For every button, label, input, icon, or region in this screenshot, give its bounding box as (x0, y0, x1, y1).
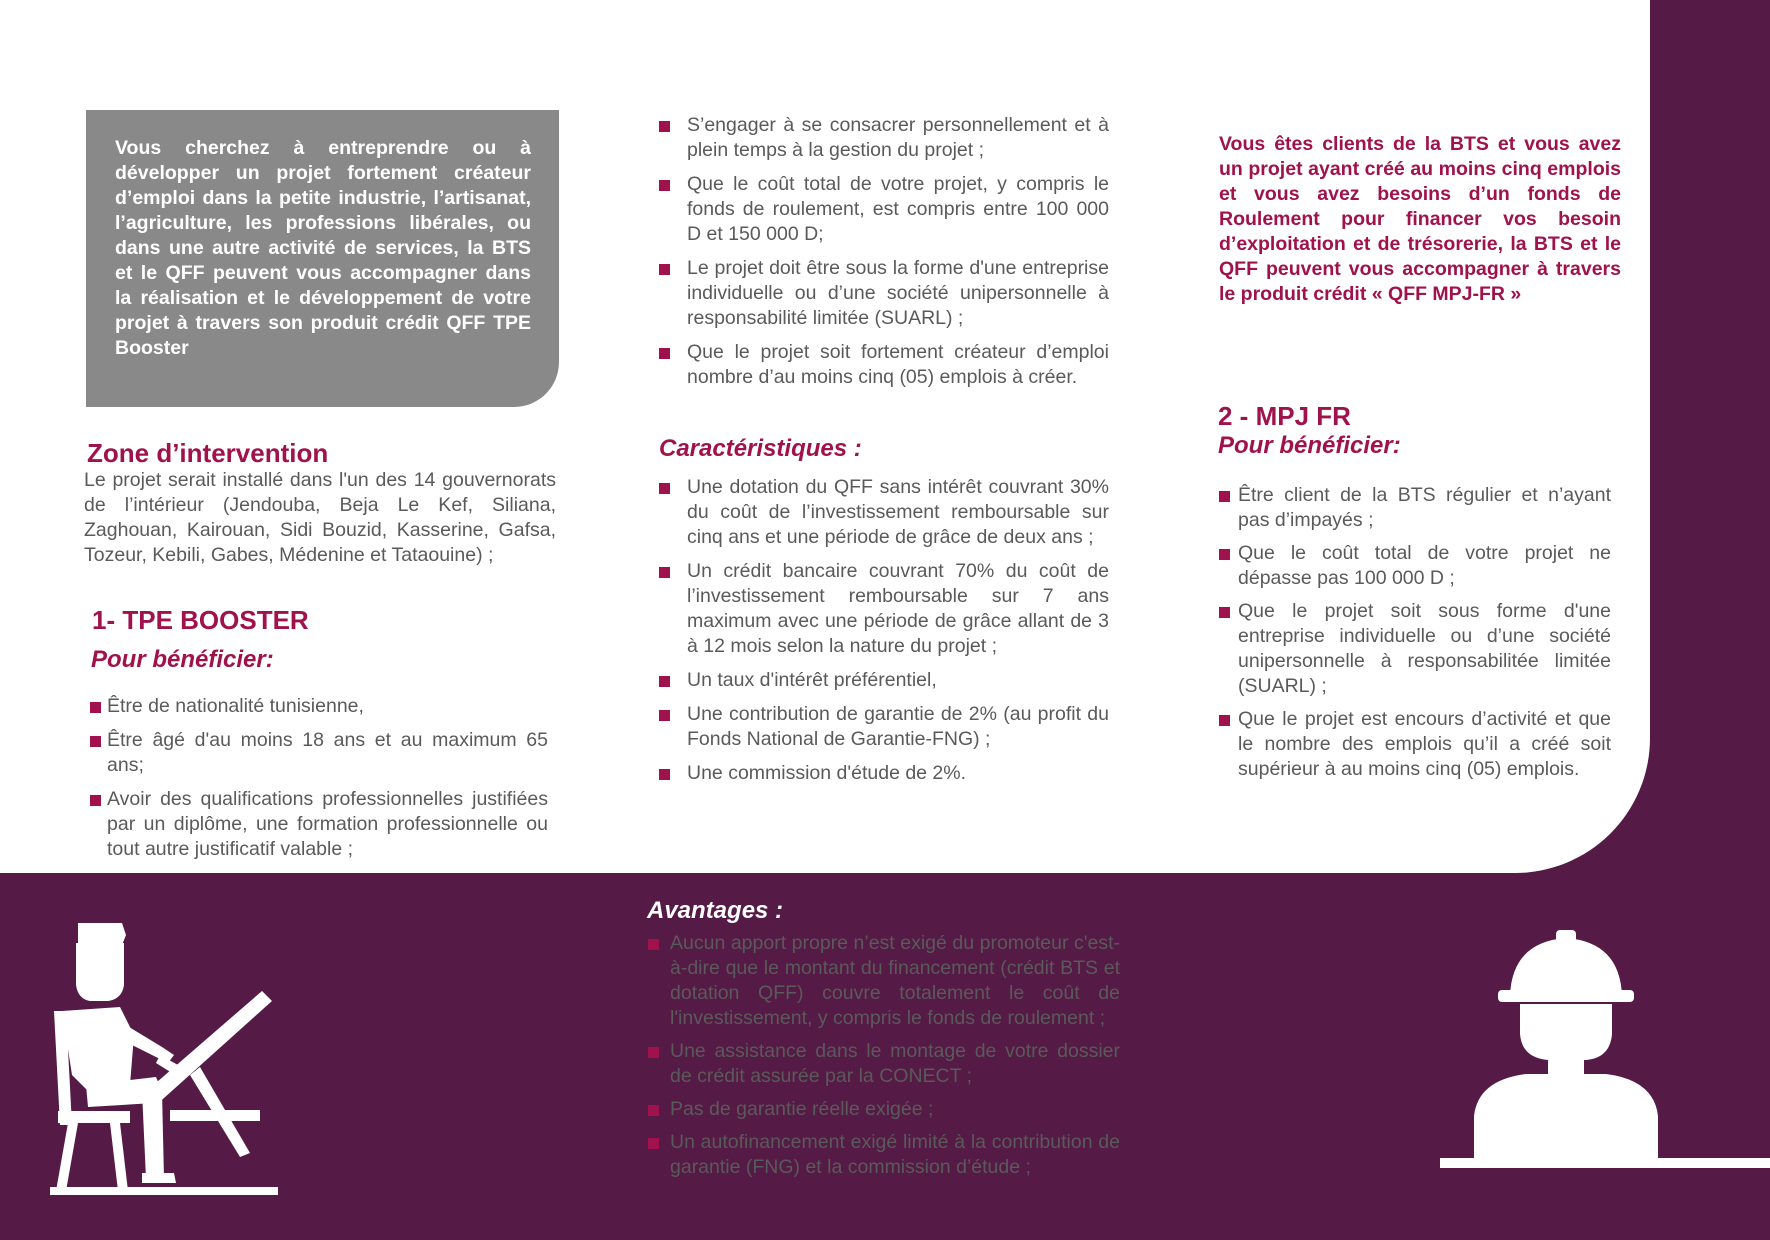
list-item: Être client de la BTS régulier et n’ayant pas d’impayés ; (1218, 483, 1611, 533)
intro-box (86, 110, 559, 407)
bullet-square-icon (659, 567, 670, 578)
bullet-square-icon (90, 702, 101, 713)
list-item: Un crédit bancaire couvrant 70% du coût de l’investissement remboursable sur 7 ans maximum avec une période de grâce allant de 3 à 12 mois selon la nature du projet ; (659, 559, 1109, 659)
list-item: Avoir des qualifications professionnelles justifiées par un diplôme, une formation professionnelle ou tout autre justificatif valable ; (88, 787, 548, 862)
list-item: Que le projet soit fortement créateur d’emploi nombre d’au moins cinq (05) emplois à créer. (659, 340, 1109, 390)
list-item: Un autofinancement exigé limité à la contribution de garantie (FNG) et la commission d’étude ; (647, 1130, 1120, 1180)
bullet-square-icon (659, 676, 670, 687)
list-item: Un taux d'intérêt préférentiel, (659, 668, 1109, 693)
hardhat-worker-illustration-icon (1440, 930, 1770, 1168)
bullet-square-icon (90, 736, 101, 747)
conditions-list (659, 113, 1109, 399)
list-item: Le projet doit être sous la forme d'une entreprise individuelle ou d’une société unipersonnelle à responsabilité limitée (SUARL) ; (659, 256, 1109, 331)
list-item: Une contribution de garantie de 2% (au profit du Fonds National de Garantie-FNG) ; (659, 702, 1109, 752)
caracteristiques-list (659, 475, 1109, 795)
bullet-square-icon (659, 180, 670, 191)
zone-text: Le projet serait installé dans l'un des 14 gouvernorats de l’intérieur (Jendouba, Beja Le Kef, Siliana, Zaghouan, Kairouan, Sidi Bouzid, Kasserine, Gafsa, Tozeur, Kebili, Gabes, Médenine et Tataouine) ; (84, 469, 556, 566)
seated-worker-illustration-icon (50, 915, 290, 1195)
list-item: S’engager à se consacrer personnellement et à plein temps à la gestion du projet ; (659, 113, 1109, 163)
bullet-square-icon (648, 1138, 659, 1149)
bullet-square-icon (1219, 491, 1230, 502)
caracteristiques-title: Caractéristiques : (659, 435, 862, 462)
bullet-square-icon (659, 264, 670, 275)
avantages-list (647, 931, 1120, 1188)
mpj-conditions-list (1218, 483, 1611, 790)
list-item: Que le projet est encours d’activité et que le nombre des emplois qu’il a créé soit supérieur à au moins cinq (05) emplois. (1218, 707, 1611, 782)
tpe-title: 1- TPE BOOSTER (92, 605, 309, 635)
avantages-title: Avantages : (647, 897, 784, 924)
bullet-square-icon (1219, 607, 1230, 618)
list-item: Pas de garantie réelle exigée ; (647, 1097, 1120, 1122)
list-item: Que le coût total de votre projet ne dépasse pas 100 000 D ; (1218, 541, 1611, 591)
bullet-square-icon (659, 483, 670, 494)
bullet-square-icon (90, 795, 101, 806)
bullet-square-icon (659, 769, 670, 780)
list-item: Une dotation du QFF sans intérêt couvrant 30% du coût de l’investissement remboursable sur cinq ans et une période de grâce de deux ans ; (659, 475, 1109, 550)
bullet-square-icon (659, 710, 670, 721)
list-item: Une assistance dans le montage de votre dossier de crédit assurée par la CONECT ; (647, 1039, 1120, 1089)
tpe-subtitle: Pour bénéficier: (91, 646, 274, 673)
bullet-square-icon (659, 348, 670, 359)
intro-text: Vous cherchez à entreprendre ou à développer un projet fortement créateur d’emploi dans la petite industrie, l’artisanat, l’agriculture, les professions libérales, ou dans une autre activité de services, la BTS et le QFF peuvent vous accompagner dans la réalisation et le développement de votre projet à travers son produit crédit QFF TPE Booster (115, 137, 531, 359)
mpj-subtitle: Pour bénéficier: (1218, 432, 1401, 459)
bullet-square-icon (648, 939, 659, 950)
list-item: Être âgé d'au moins 18 ans et au maximum 65 ans; (88, 728, 548, 778)
bullet-square-icon (1219, 715, 1230, 726)
bullet-square-icon (648, 1047, 659, 1058)
zone-title: Zone d’intervention (87, 438, 329, 468)
list-item: Aucun apport propre n’est exigé du promoteur c'est-à-dire que le montant du financement (crédit BTS et dotation QFF) couvre totalement le coût de l'investissement, y compris le fonds de roulement ; (647, 931, 1120, 1031)
bullet-square-icon (648, 1105, 659, 1116)
list-item: Que le coût total de votre projet, y compris le fonds de roulement, est compris entre 100 000 D et 150 000 D; (659, 172, 1109, 247)
list-item: Une commission d'étude de 2%. (659, 761, 1109, 786)
tpe-conditions-list (88, 694, 548, 871)
mpj-intro-text: Vous êtes clients de la BTS et vous avez un projet ayant créé au moins cinq emplois et vous avez besoins d’un fonds de Roulement pour financer vos besoin d’exploitation et de trésorerie, la BTS et le QFF peuvent vous accompagner à travers le produit crédit « QFF MPJ-FR » (1219, 133, 1621, 305)
mpj-title: 2 - MPJ FR (1218, 401, 1351, 431)
list-item: Que le projet soit sous forme d'une entreprise individuelle ou d’une société unipersonnelle à responsabilitée limitée (SUARL) ; (1218, 599, 1611, 699)
bullet-square-icon (1219, 549, 1230, 560)
list-item: Être de nationalité tunisienne, (88, 694, 548, 719)
bullet-square-icon (659, 121, 670, 132)
